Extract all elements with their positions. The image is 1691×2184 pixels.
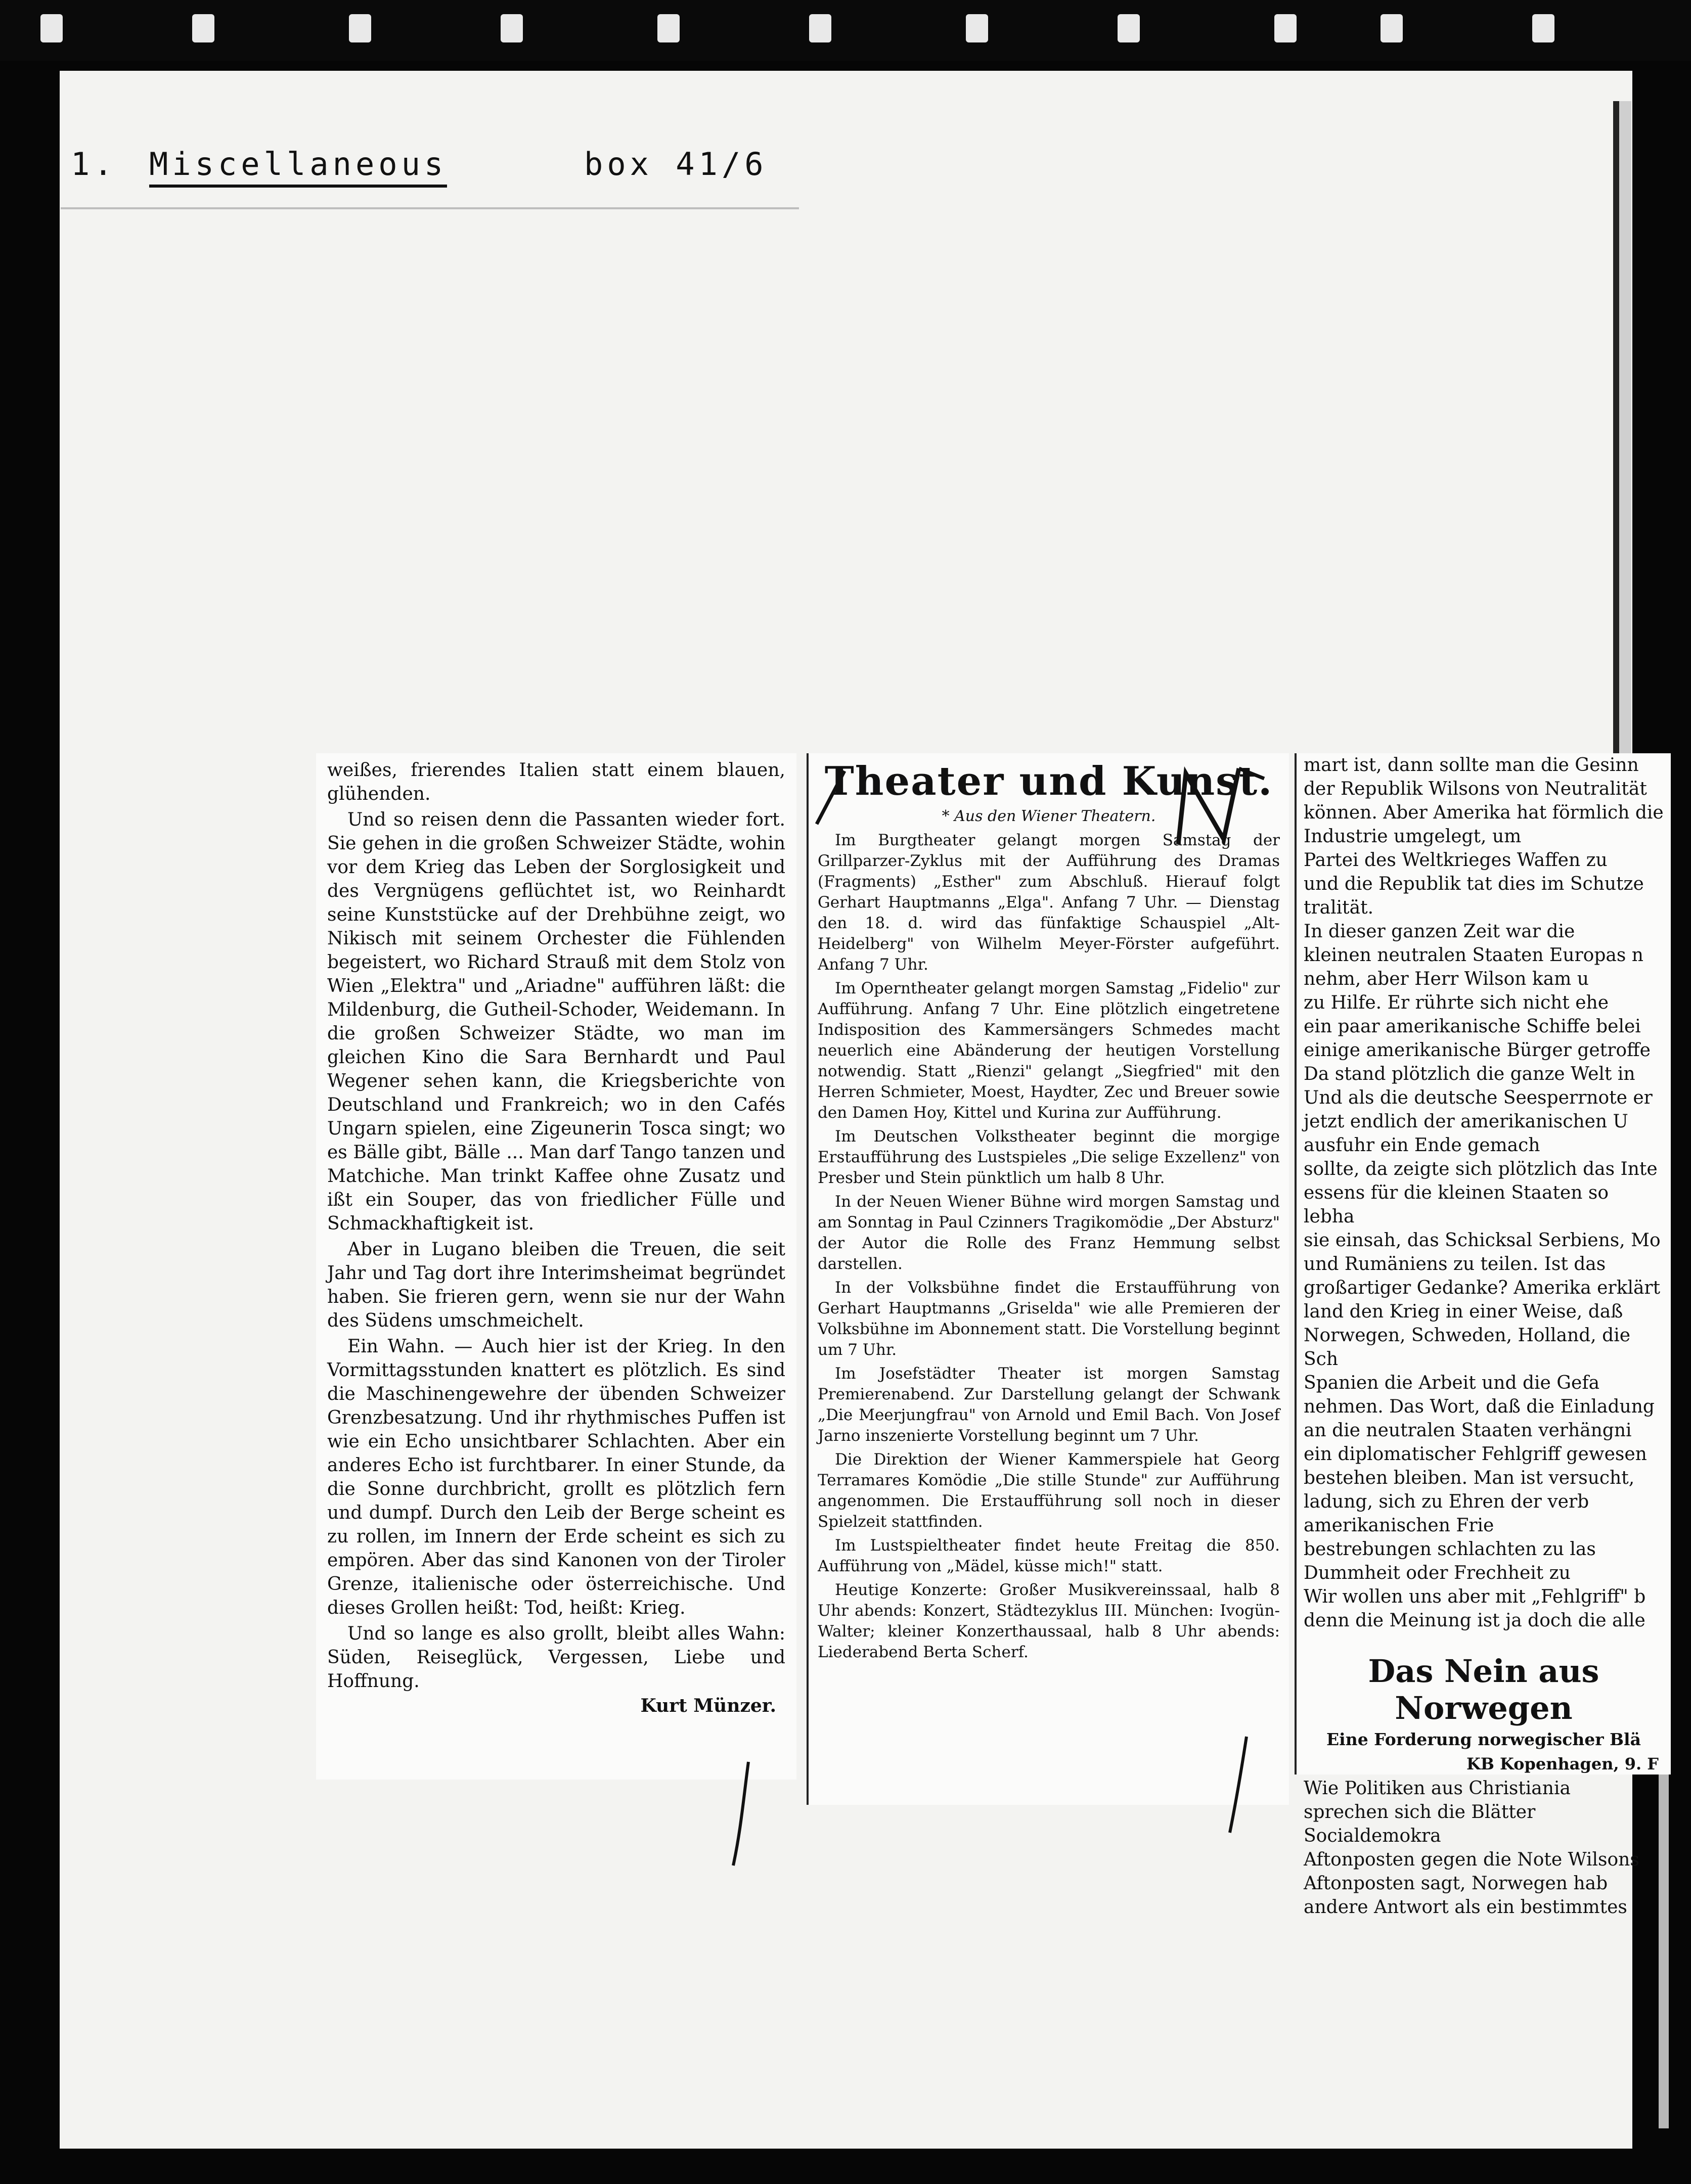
film-perforation (1274, 14, 1297, 42)
article-paragraph: weißes, frierendes Italien statt einem blauen, glühenden. (327, 760, 791, 804)
politics-text-line: Da stand plötzlich die ganze Welt in (1304, 1064, 1635, 1084)
politics-text-line: In dieser ganzen Zeit war die (1304, 921, 1575, 942)
handwritten-n-mark (1163, 758, 1274, 854)
clipping-edge (1659, 1774, 1669, 2128)
politics-text-line: Wie Politiken aus Christiania (1304, 1778, 1571, 1799)
theater-notice: Die Direktion der Wiener Kammerspiele hat Georg Terramares Komödie „Die stille Stunde" zur Aufführung angenommen. Die Erstaufführung soll noch in dieser Spielzeit stattfinden. (818, 1450, 1285, 1531)
header-rule (61, 207, 799, 209)
norway-dateline: KB Kopenhagen, 9. F (1466, 1754, 1659, 1773)
politics-text-line: ladung, sich zu Ehren der verb (1304, 1491, 1589, 1512)
theater-notice: In der Neuen Wiener Bühne wird morgen Samstag und am Sonntag in Paul Czinners Tragikomödie „Der Absturz" der Autor die Rolle des Franz Hemmung selbst darstellen. (818, 1193, 1285, 1273)
politics-text-line: jetzt endlich der amerikanischen U (1304, 1111, 1628, 1132)
politics-text-line: sollte, da zeigte sich plötzlich das Inte (1304, 1159, 1658, 1179)
politics-text-line: nehmen. Das Wort, daß die Einladung (1304, 1396, 1655, 1417)
article-paragraph: Ein Wahn. — Auch hier ist der Krieg. In den Vormittagsstunden knattert es plötzlich. Es sind die Maschinengewehre der übenden Schweizer Grenzbesatzung. Und ihr rhythmisches Puffen ist wie ein Echo unsichtbarer Schlachten. Aber ein anderes Echo ist furchtbarer. In einer Stunde, da die Sonne durchbricht, grollt es plötzlich fern und dumpf. Durch den Leib der Berge scheint es zu rollen, im Innern der Erde scheint es sich zu empören. Aber das sind Kanonen von der Tiroler Grenze, italienische oder österreichische. Und dieses Grollen heißt: Tod, heißt: Krieg. (327, 1336, 791, 1618)
article-signature: Kurt Münzer. (640, 1695, 776, 1716)
article-paragraph: Aber in Lugano bleiben die Treuen, die seit Jahr und Tag dort ihre Interimsheimat begründet haben. Sie frieren gern, wenn sie nur der Wahn des Südens umschmeichelt. (327, 1239, 791, 1331)
header-category: Miscellaneous (149, 146, 447, 188)
politics-text-line: Spanien die Arbeit und die Gefa (1304, 1373, 1600, 1393)
film-perforation (657, 14, 680, 42)
article-paragraph: Und so reisen denn die Passanten wieder fort. Sie gehen in die großen Schweizer Städte, wohin vor dem Krieg das Leben der Sorglosigkeit und des Vergnügens geflüchtet ist, wo Reinhardt seine Kunststücke auf der Drehbühne zeigt, wo Nikisch mit seinem Orchester die Fühlenden begeistert, wo Richard Strauß mit dem Stolz von Wien „Elektra" und „Ariadne" aufführen läßt: die Mildenburg, die Gutheil-Schoder, Weidemann. In die großen Schweizer Städte, wo man im gleichen Kino die Sara Bernhardt und Paul Wegener sehen kann, die Kriegsberichte von Deutschland und Frankreich; wo in den Cafés Ungarn spielen, eine Zigeunerin Tosca singt; wo es Bälle gibt, Bälle ... Man darf Tango tanzen und Matchiche. Man trinkt Kaffee ohne Zusatz und ißt ein Souper, das von friedlicher Fülle und Schmackhaftigkeit ist. (327, 809, 791, 1234)
politics-text-line: und die Republik tat dies im Schutze (1304, 874, 1644, 894)
politics-text-line: land den Krieg in einer Weise, daß (1304, 1301, 1623, 1322)
theater-notice: Im Deutschen Volkstheater beginnt die morgige Erstaufführung des Lustspieles „Die selige Exzellenz" von Presber und Stein pünktlich um halb 8 Uhr. (818, 1127, 1285, 1187)
theater-notice: Im Operntheater gelangt morgen Samstag „Fidelio" zur Aufführung. Anfang 7 Uhr. Eine plötzlich eingetretene Indisposition des Kammersängers Schmedes macht neuerlich eine Abänderung der heutigen Vorstellung notwendig. Statt „Rienzi" gelangt „Siegfried" mit den Herren Schmieter, Moest, Haydter, Zec und Breuer sowie den Damen Hoy, Kittel und Kurina zur Aufführung. (818, 979, 1285, 1122)
politics-text-line: denn die Meinung ist ja doch die alle (1304, 1610, 1645, 1631)
politics-text-line: Und als die deutsche Seesperrnote er (1304, 1087, 1653, 1108)
politics-text-line: bestrebungen schlachten zu las (1304, 1539, 1596, 1560)
norway-headline: Das Nein aus Norwegen (1368, 1653, 1599, 1726)
clipping-theater (807, 753, 1289, 1805)
politics-text-line: ein diplomatischer Fehlgriff gewesen (1304, 1444, 1647, 1465)
politics-text-line: andere Antwort als ein bestimmtes (1304, 1897, 1627, 1918)
theater-notice: Im Burgtheater gelangt morgen Samstag der Grillparzer-Zyklus mit der Aufführung des Dramas (Fragments) „Esther" zum Abschluß. Hierauf folgt Gerhart Hauptmanns „Elga". Anfang 7 Uhr. — Dienstag den 18. d. wird das fünfaktige Schauspiel „Alt-Heidelberg" von Wilhelm Meyer-Förster aufgeführt. Anfang 7 Uhr. (818, 831, 1285, 974)
norway-subheadline: Eine Forderung norwegischer Blä (1326, 1730, 1641, 1749)
politics-text-line: großartiger Gedanke? Amerika erklärt (1304, 1278, 1661, 1298)
film-perforation (966, 14, 988, 42)
concert-notice: Heutige Konzerte: Großer Musikvereinssaal, halb 8 Uhr abends: Konzert, Städtezyklus III. München: Ivogün-Walter; kleiner Konzerthaussaal, halb 8 Uhr abends: Liederabend Berta Scherf. (818, 1581, 1285, 1661)
politics-text-line: an die neutralen Staaten verhängni (1304, 1420, 1632, 1441)
politics-text-line: Dummheit oder Frechheit zu (1304, 1563, 1571, 1583)
film-edge (0, 0, 1691, 61)
politics-text-line: ausfuhr ein Ende gemach (1304, 1135, 1540, 1156)
politics-text-line: essens für die kleinen Staaten so lebha (1304, 1182, 1615, 1227)
handwritten-stroke-mark (728, 1759, 759, 1871)
politics-text-line: Aftonposten sagt, Norwegen hab (1304, 1873, 1608, 1894)
politics-text-line: einige amerikanische Bürger getroffe (1304, 1040, 1651, 1061)
politics-text-line: kleinen neutralen Staaten Europas n (1304, 945, 1643, 966)
article-paragraph: Und so lange es also grollt, bleibt alles Wahn: Süden, Reiseglück, Vergessen, Liebe und Hoffnung. (327, 1623, 791, 1692)
politics-text-line: ein paar amerikanische Schiffe belei (1304, 1016, 1641, 1037)
film-perforation (1381, 14, 1403, 42)
politics-text-line: und Rumäniens zu teilen. Ist das (1304, 1254, 1606, 1275)
header-box-label: box 41/6 (584, 146, 768, 183)
section-title: Theater und Kunst. (824, 758, 1273, 804)
politics-text-line: Aftonposten gegen die Note Wilsons (1304, 1849, 1639, 1870)
politics-text-line: zu Hilfe. Er rührte sich nicht ehe (1304, 992, 1609, 1013)
politics-text-line: mart ist, dann sollte man die Gesinn (1304, 755, 1639, 776)
film-perforation (501, 14, 523, 42)
politics-column-top (1297, 753, 1671, 1632)
politics-text-line: Industrie umgelegt, um (1304, 826, 1522, 847)
politics-text-line: Partei des Weltkrieges Waffen zu (1304, 850, 1608, 871)
politics-text-line: Wir wollen uns aber mit „Fehlgriff" b (1304, 1586, 1646, 1607)
film-perforation (192, 14, 214, 42)
politics-text-line: nehm, aber Herr Wilson kam u (1304, 969, 1589, 989)
section-subtitle: * Aus den Wiener Theatern. (942, 807, 1156, 825)
film-perforation (349, 14, 371, 42)
politics-text-line: können. Aber Amerika hat förmlich die (1304, 802, 1664, 823)
clipping-politics (1295, 753, 1671, 1918)
film-perforation (809, 14, 831, 42)
film-perforation (40, 14, 63, 42)
handwritten-stroke-mark (1224, 1734, 1254, 1835)
politics-text-line: der Republik Wilsons von Neutralität (1304, 779, 1647, 799)
politics-text-line: amerikanischen Frie (1304, 1515, 1494, 1536)
theater-notice: Im Josefstädter Theater ist morgen Samstag Premierenabend. Zur Darstellung gelangt der Schwank „Die Meerjungfrau" von Arnold und Emil Bach. Von Josef Jarno inszenierte Vorstellung beginnt um 7 Uhr. (818, 1364, 1285, 1445)
theater-notice: In der Volksbühne findet die Erstaufführung von Gerhart Hauptmanns „Griselda" wie alle Premieren der Volksbühne im Abonnement statt. Die Vorstellung beginnt um 7 Uhr. (818, 1279, 1285, 1359)
politics-text-line: sprechen sich die Blätter Socialdemokra (1304, 1802, 1541, 1846)
politics-text-line: tralität. (1304, 897, 1374, 918)
header-index: 1. (71, 146, 117, 183)
clipping-feuilleton (316, 753, 796, 1780)
politics-text-line: sie einsah, das Schicksal Serbiens, Mo (1304, 1230, 1661, 1251)
theater-notice: Im Lustspieltheater findet heute Freitag die 850. Aufführung von „Mädel, küsse mich!" statt. (818, 1536, 1285, 1575)
handwritten-slash-mark (809, 768, 855, 829)
politics-text-line: Norwegen, Schweden, Holland, die Sch (1304, 1325, 1636, 1370)
film-perforation (1118, 14, 1140, 42)
politics-text-line: bestehen bleiben. Man ist versucht, (1304, 1468, 1635, 1488)
film-perforation (1532, 14, 1554, 42)
politics-column-bottom (1297, 1777, 1671, 1919)
